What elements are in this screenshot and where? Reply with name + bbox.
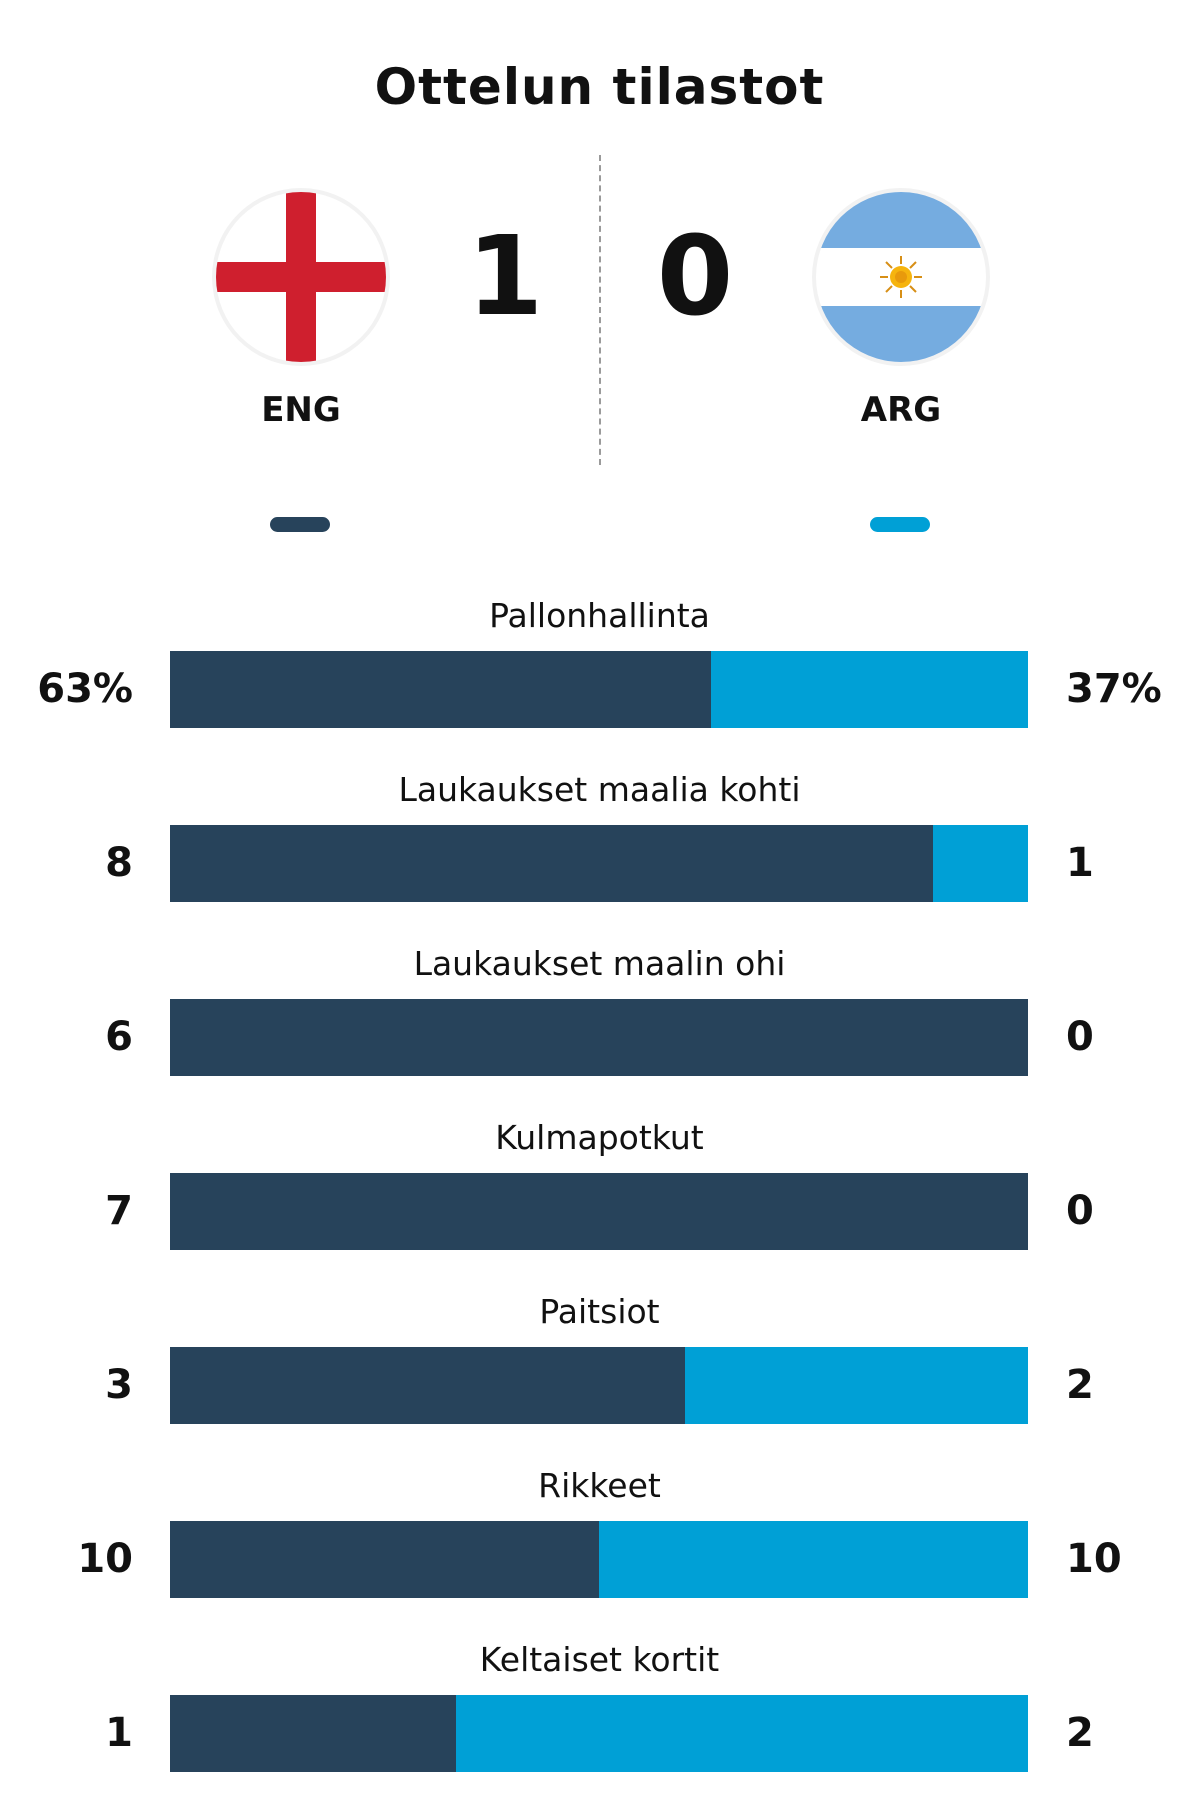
- stat-away-value: 0: [1066, 1014, 1094, 1060]
- stat-bar: [170, 1173, 1028, 1250]
- stat-label: Kulmapotkut: [495, 1118, 704, 1157]
- stat-bar-home-segment: [170, 1347, 685, 1424]
- stat-bar-away-segment: [685, 1347, 1028, 1424]
- stat-home-value: 10: [77, 1536, 133, 1582]
- stat-home-value: 6: [105, 1014, 133, 1060]
- stat-bar-home-segment: [170, 1173, 1028, 1250]
- stat-bar: [170, 1695, 1028, 1772]
- stat-bar-away-segment: [933, 825, 1028, 902]
- stat-bar-away-segment: [599, 1521, 1028, 1598]
- stat-away-value: 37%: [1066, 666, 1162, 712]
- stat-row: [0, 1463, 1199, 1637]
- page-title: Ottelun tilastot: [374, 58, 825, 116]
- score-divider: [599, 155, 601, 465]
- stat-home-value: 63%: [37, 666, 133, 712]
- argentina-flag-icon: [812, 188, 990, 366]
- away-legend-swatch: [870, 517, 930, 532]
- stat-bar: [170, 999, 1028, 1076]
- away-score: 0: [656, 212, 734, 340]
- away-team-code: ARG: [860, 390, 942, 430]
- stat-bar: [170, 1521, 1028, 1598]
- stat-row: [0, 767, 1199, 941]
- stat-home-value: 3: [105, 1362, 133, 1408]
- stat-label: Laukaukset maalia kohti: [398, 770, 801, 809]
- stat-home-value: 7: [105, 1188, 133, 1234]
- home-legend-swatch: [270, 517, 330, 532]
- england-flag-icon: [212, 188, 390, 366]
- stat-label: Laukaukset maalin ohi: [413, 944, 786, 983]
- stat-away-value: 2: [1066, 1710, 1094, 1756]
- home-score: 1: [466, 212, 544, 340]
- stat-bar-away-segment: [711, 651, 1028, 728]
- stat-row: [0, 1289, 1199, 1463]
- stat-bar: [170, 1347, 1028, 1424]
- stat-bar-home-segment: [170, 1521, 599, 1598]
- stat-away-value: 10: [1066, 1536, 1122, 1582]
- stat-label: Paitsiot: [539, 1292, 660, 1331]
- stat-bar-home-segment: [170, 825, 933, 902]
- stat-label: Keltaiset kortit: [479, 1640, 720, 1679]
- stat-bar-home-segment: [170, 1695, 456, 1772]
- stat-away-value: 1: [1066, 840, 1094, 886]
- stat-home-value: 8: [105, 840, 133, 886]
- stat-away-value: 0: [1066, 1188, 1094, 1234]
- stat-row: [0, 941, 1199, 1115]
- stat-bar-home-segment: [170, 651, 711, 728]
- stat-row: [0, 593, 1199, 767]
- stat-away-value: 2: [1066, 1362, 1094, 1408]
- stat-bar-home-segment: [170, 999, 1028, 1076]
- home-team-code: ENG: [261, 390, 341, 430]
- stat-bar-away-segment: [456, 1695, 1028, 1772]
- stat-row: [0, 1115, 1199, 1289]
- stat-bar: [170, 825, 1028, 902]
- stat-label: Pallonhallinta: [489, 596, 710, 635]
- stat-bar: [170, 651, 1028, 728]
- stat-home-value: 1: [105, 1710, 133, 1756]
- stat-row: [0, 1637, 1199, 1811]
- stat-label: Rikkeet: [538, 1466, 661, 1505]
